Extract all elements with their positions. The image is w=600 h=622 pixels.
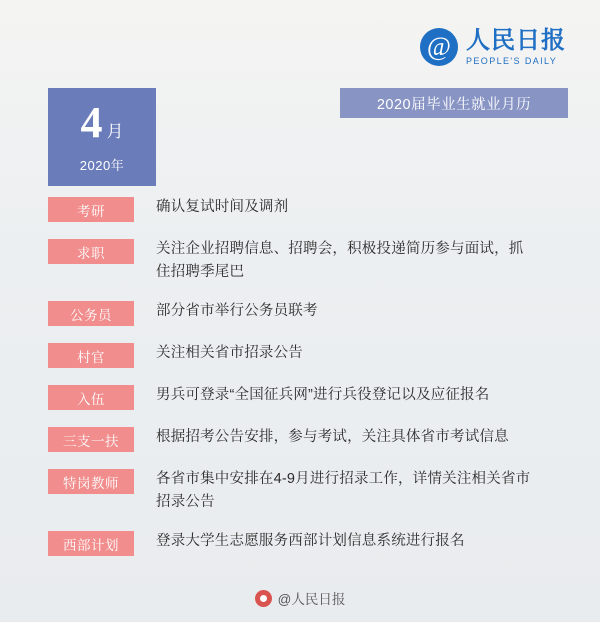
category-tag: 西部计划 [48, 531, 134, 556]
logo-english-name: PEOPLE'S DAILY [466, 55, 558, 66]
category-description: 男兵可登录“全国征兵网”进行兵役登记以及应征报名 [156, 387, 490, 403]
list-item [48, 426, 556, 452]
month-number: 4 [80, 97, 103, 147]
at-sign-circle-icon [420, 28, 458, 66]
category-description: 关注企业招聘信息、招聘会，积极投递简历参与面试，抓住招聘季尾巴 [156, 241, 524, 280]
footer-handle: @人民日报 [277, 592, 346, 607]
category-description: 关注相关省市招录公告 [156, 345, 303, 361]
category-tag: 三支一扶 [48, 427, 134, 452]
month-number-row [80, 97, 124, 147]
category-tag: 入伍 [48, 385, 134, 410]
category-description: 部分省市举行公务员联考 [156, 303, 318, 319]
weibo-icon [255, 590, 272, 607]
calendar-rows [48, 196, 556, 572]
list-item [48, 384, 556, 410]
month-unit-label: 月 [106, 121, 124, 141]
list-item [48, 342, 556, 368]
peoples-daily-logo [420, 28, 566, 66]
category-tag: 公务员 [48, 301, 134, 326]
category-tag: 特岗教师 [48, 469, 134, 494]
category-tag: 村官 [48, 343, 134, 368]
logo-chinese-name: 人民日报 [466, 26, 566, 54]
list-item [48, 238, 556, 284]
category-description: 根据招考公告安排，参与考试，关注具体省市考试信息 [156, 429, 509, 445]
category-tag: 考研 [48, 197, 134, 222]
list-item [48, 196, 556, 222]
page-title: 2020届毕业生就业月历 [340, 88, 568, 118]
logo-text-group [466, 26, 566, 66]
list-item [48, 300, 556, 326]
year-label: 2020年 [79, 157, 125, 173]
category-description: 登录大学生志愿服务西部计划信息系统进行报名 [156, 533, 465, 549]
list-item [48, 530, 556, 556]
category-tag: 求职 [48, 239, 134, 264]
footer-attribution [0, 588, 600, 608]
category-description: 各省市集中安排在4-9月进行招录工作，详情关注相关省市招录公告 [156, 471, 531, 510]
category-description: 确认复试时间及调剂 [156, 199, 289, 215]
list-item [48, 468, 556, 514]
month-badge [48, 88, 156, 186]
